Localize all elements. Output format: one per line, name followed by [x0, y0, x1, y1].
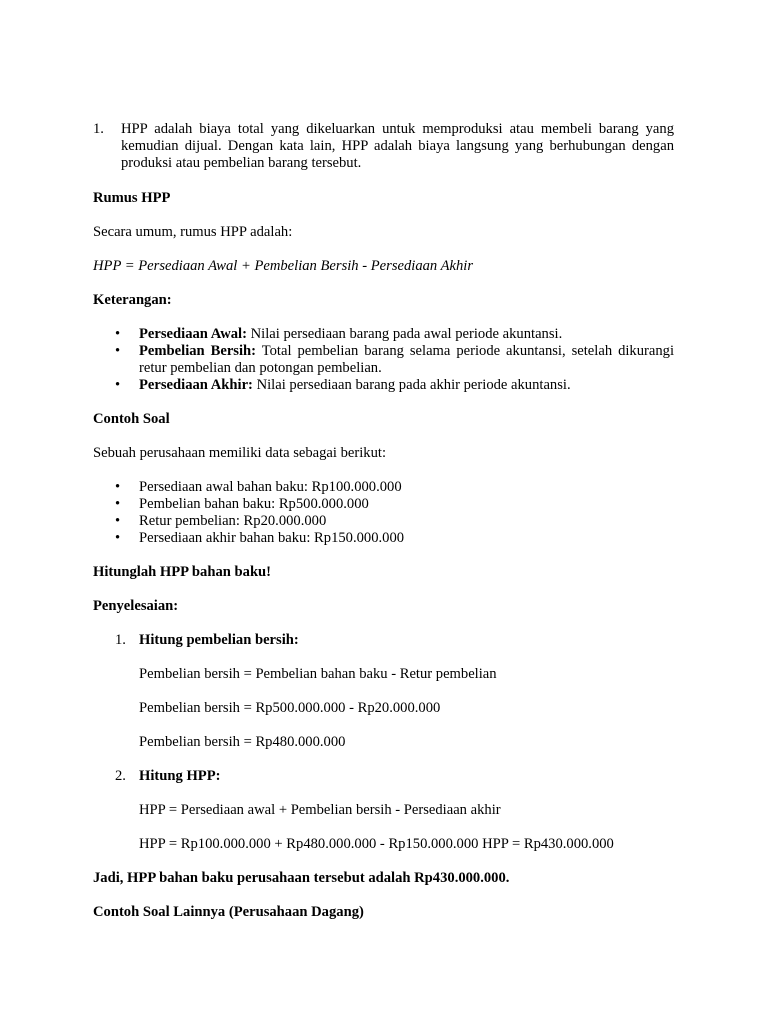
list-item: [93, 343, 674, 377]
bullet-icon: •: [115, 377, 121, 393]
rumus-heading: Rumus HPP: [93, 190, 171, 206]
step-line: Pembelian bersih = Pembelian bahan baku - Retur pembelian: [139, 666, 497, 682]
list-item: [93, 479, 674, 496]
contoh-lead: Sebuah perusahaan memiliki data sebagai berikut:: [93, 445, 386, 461]
bullet-icon: •: [115, 343, 121, 359]
step-number: 1.: [115, 632, 126, 648]
conclusion: Jadi, HPP bahan baku perusahaan tersebut adalah Rp430.000.000.: [93, 870, 510, 886]
penyelesaian-heading: Penyelesaian:: [93, 598, 179, 614]
keterangan-term: Persediaan Akhir:: [139, 377, 253, 393]
bullet-icon: •: [115, 530, 121, 546]
contoh-data-item: Persediaan awal bahan baku: Rp100.000.000: [139, 479, 402, 495]
step-line: HPP = Rp100.000.000 + Rp480.000.000 - Rp150.000.000 HPP = Rp430.000.000: [139, 836, 614, 852]
step-1: [93, 632, 674, 649]
intro-paragraph: [93, 121, 674, 172]
list-item: [93, 530, 674, 547]
contoh-data-list: [93, 479, 674, 547]
step-line: HPP = Persediaan awal + Pembelian bersih - Persediaan akhir: [139, 802, 501, 818]
step-title: Hitung pembelian bersih:: [139, 632, 299, 648]
keterangan-desc: Nilai persediaan barang pada akhir periode akuntansi.: [252, 377, 571, 393]
contoh-data-item: Retur pembelian: Rp20.000.000: [139, 513, 327, 529]
rumus-lead: Secara umum, rumus HPP adalah:: [93, 224, 293, 240]
contoh-question: Hitunglah HPP bahan baku!: [93, 564, 272, 580]
step-number: 2.: [115, 768, 126, 784]
contoh-heading: Contoh Soal: [93, 411, 170, 427]
intro-text: HPP adalah biaya total yang dikeluarkan untuk memproduksi atau membeli barang yang kemudian dijual. Dengan kata lain, HPP adalah biaya langsung yang berhubungan dengan produksi atau pembelian barang tersebut.: [121, 121, 674, 171]
step-line: Pembelian bersih = Rp480.000.000: [139, 734, 346, 750]
bullet-icon: •: [115, 496, 121, 512]
step-line: Pembelian bersih = Rp500.000.000 - Rp20.000.000: [139, 700, 441, 716]
next-section-heading: Contoh Soal Lainnya (Perusahaan Dagang): [93, 904, 364, 920]
step-title: Hitung HPP:: [139, 768, 221, 784]
list-item: [93, 496, 674, 513]
contoh-data-item: Pembelian bahan baku: Rp500.000.000: [139, 496, 369, 512]
list-item: [93, 326, 674, 343]
bullet-icon: •: [115, 479, 121, 495]
list-item: [93, 513, 674, 530]
keterangan-term: Persediaan Awal:: [139, 326, 247, 342]
bullet-icon: •: [115, 326, 121, 342]
rumus-formula: HPP = Persediaan Awal + Pembelian Bersih - Persediaan Akhir: [93, 258, 474, 274]
intro-number: 1.: [93, 121, 104, 137]
keterangan-desc: Nilai persediaan barang pada awal periode akuntansi.: [246, 326, 563, 342]
keterangan-list: [93, 326, 674, 394]
list-item: [93, 377, 674, 394]
keterangan-term: Pembelian Bersih:: [139, 343, 257, 359]
keterangan-heading: Keterangan:: [93, 292, 172, 308]
keterangan-desc: Total pembelian barang selama periode akuntansi, setelah dikurangi retur pembelian dan potongan pembelian.: [139, 343, 674, 376]
document-page: [93, 121, 674, 921]
step-2: [93, 768, 674, 785]
contoh-data-item: Persediaan akhir bahan baku: Rp150.000.000: [139, 530, 405, 546]
bullet-icon: •: [115, 513, 121, 529]
